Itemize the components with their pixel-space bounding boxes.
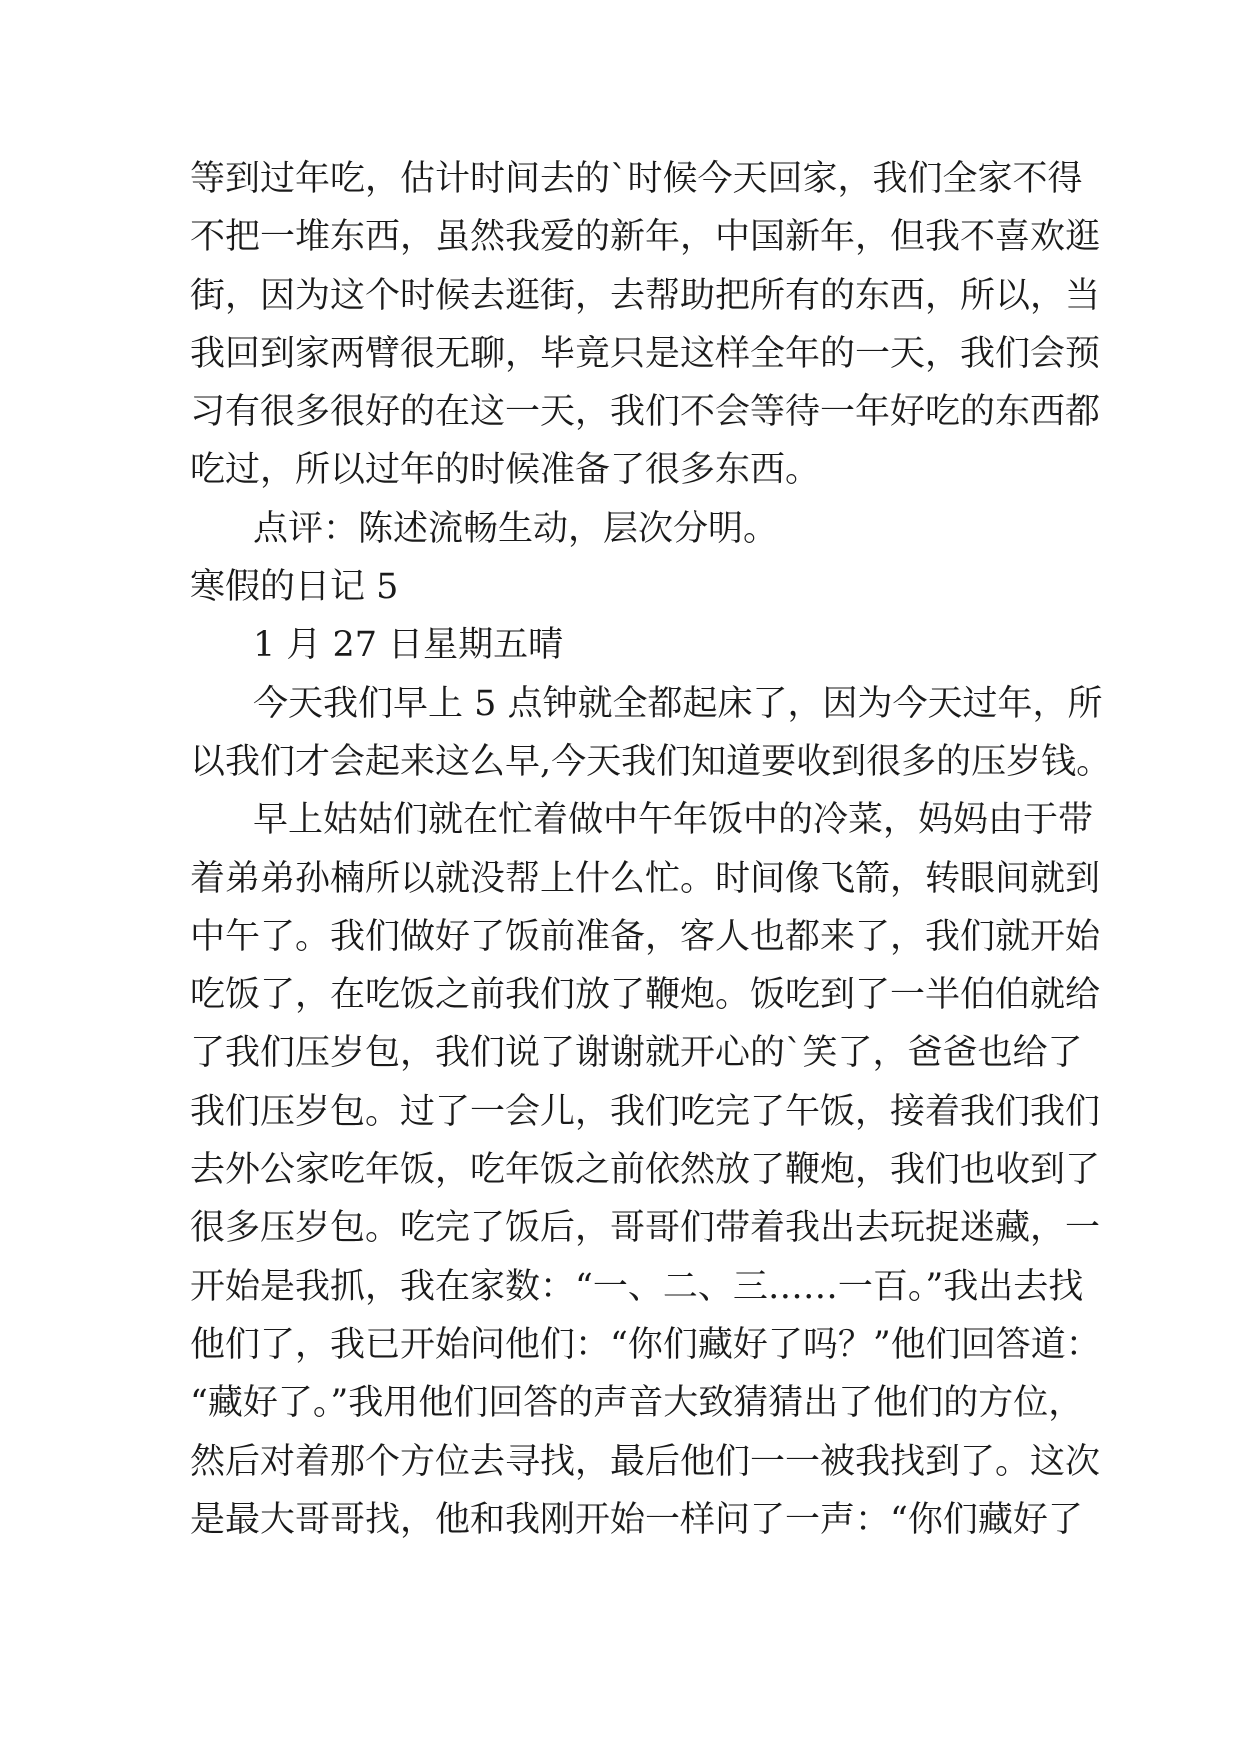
text-line: 了我们压岁包，我们说了谢谢就开心的`笑了，爸爸也给了 bbox=[190, 1033, 1083, 1074]
text-line: 1 月 27 日星期五晴 bbox=[253, 625, 564, 666]
text-line: 我们压岁包。过了一会儿，我们吃完了午饭，接着我们我们 bbox=[190, 1091, 1101, 1132]
text-line: 他们了，我已开始问他们：“你们藏好了吗？”他们回答道： bbox=[190, 1324, 1101, 1365]
text-line: 以我们才会起来这么早,今天我们知道要收到很多的压岁钱。 bbox=[190, 741, 1112, 782]
text-line: 寒假的日记 5 bbox=[190, 567, 399, 608]
text-line: 是最大哥哥找，他和我刚开始一样问了一声：“你们藏好了 bbox=[190, 1499, 1083, 1540]
text-line: 吃过，所以过年的时候准备了很多东西。 bbox=[190, 450, 821, 491]
text-line: 点评：陈述流畅生动，层次分明。 bbox=[253, 508, 779, 549]
text-line: “藏好了。”我用他们回答的声音大致猜猜出了他们的方位， bbox=[190, 1383, 1084, 1424]
text-line: 吃饭了，在吃饭之前我们放了鞭炮。饭吃到了一半伯伯就给 bbox=[190, 975, 1101, 1016]
text-line: 今天我们早上 5 点钟就全都起床了，因为今天过年，所 bbox=[253, 683, 1103, 724]
text-line: 着弟弟孙楠所以就没帮上什么忙。时间像飞箭，转眼间就到 bbox=[190, 858, 1101, 899]
text-line: 等到过年吃，估计时间去的`时候今天回家，我们全家不得 bbox=[190, 159, 1083, 199]
text-line: 开始是我抓，我在家数：“一、二、三……一百。”我出去找 bbox=[190, 1266, 1084, 1307]
text-line: 去外公家吃年饭，吃年饭之前依然放了鞭炮，我们也收到了 bbox=[190, 1150, 1101, 1191]
document-body bbox=[190, 150, 1112, 1549]
text-line: 早上姑姑们就在忙着做中午年饭中的冷菜，妈妈由于带 bbox=[253, 800, 1094, 841]
text-line: 街，因为这个时候去逛街，去帮助把所有的东西，所以，当 bbox=[190, 275, 1101, 316]
text-line: 习有很多很好的在这一天，我们不会等待一年好吃的东西都 bbox=[190, 392, 1101, 433]
text-line: 然后对着那个方位去寻找，最后他们一一被我找到了。这次 bbox=[190, 1441, 1101, 1482]
text-line: 我回到家两臂很无聊，毕竟只是这样全年的一天，我们会预 bbox=[190, 333, 1101, 374]
text-line: 很多压岁包。吃完了饭后，哥哥们带着我出去玩捉迷藏，一 bbox=[190, 1208, 1101, 1249]
text-line: 中午了。我们做好了饭前准备，客人也都来了，我们就开始 bbox=[190, 916, 1101, 957]
text-line: 不把一堆东西，虽然我爱的新年，中国新年，但我不喜欢逛 bbox=[190, 217, 1101, 258]
